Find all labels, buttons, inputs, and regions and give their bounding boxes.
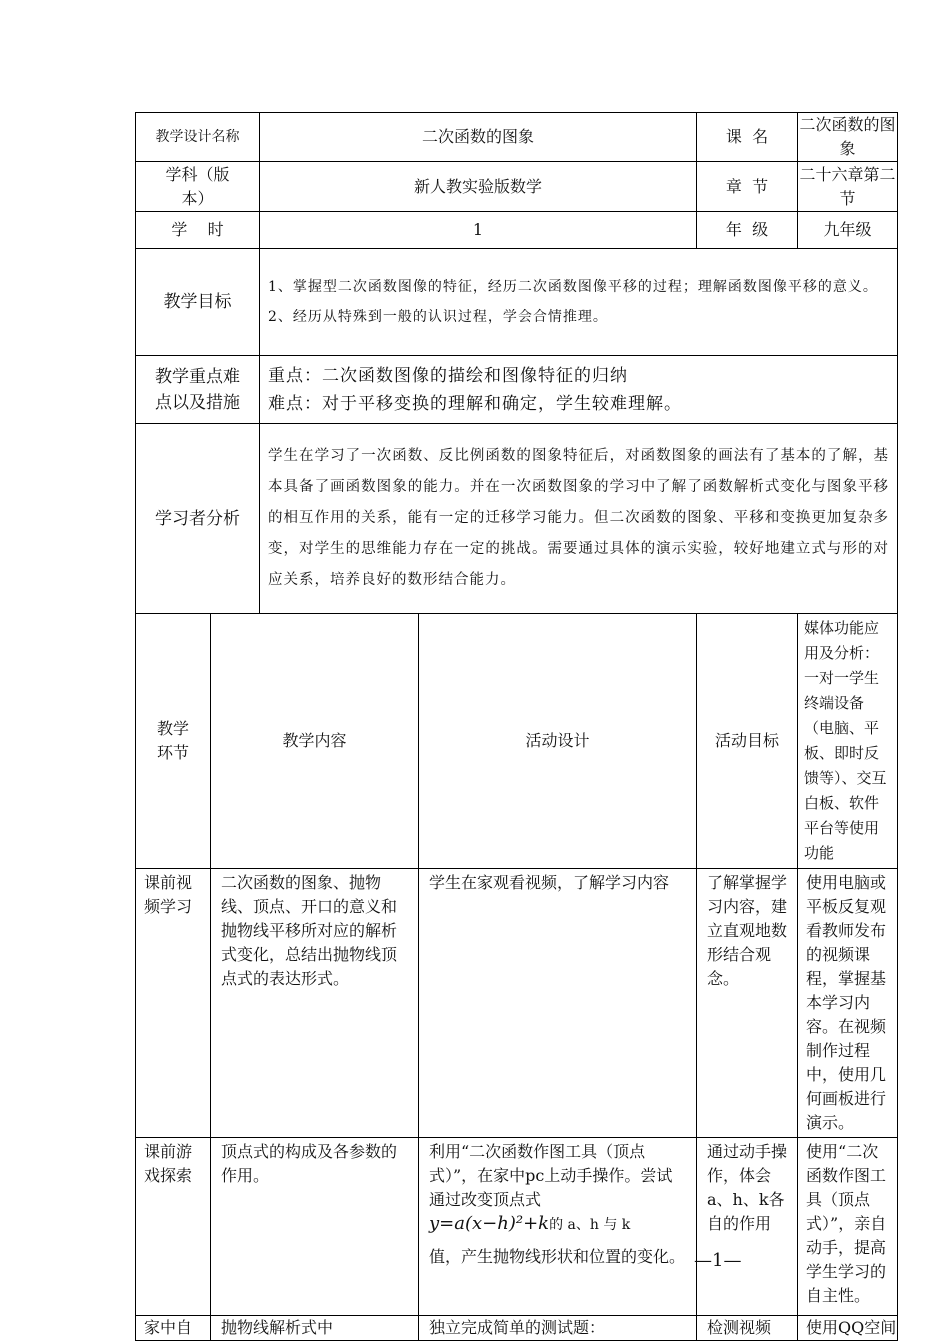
grade-label-text: 年 级: [725, 220, 769, 239]
objective-2: 2、经历从特殊到一般的认识过程，学会合情推理。: [268, 309, 608, 325]
hours-label: [136, 212, 260, 249]
row2-content: 顶点式的构成及各参数的作用。: [211, 1138, 419, 1316]
row1-content: 二次函数的图象、抛物线、顶点、开口的意义和抛物线平移所对应的解析式变化，总结出抛物线顶点式的表达形式。: [211, 869, 419, 1138]
chapter-label: [697, 162, 798, 212]
objective-1: 1、掌握型二次函数图像的特征，经历二次函数图像平移的过程；理解函数图像平移的意义。: [268, 279, 878, 295]
row3-stage: 家中自: [136, 1316, 211, 1341]
subject-label: 学科（版本）: [136, 162, 260, 212]
row2-media: 使用“二次函数作图工具（顶点式）”，亲自动手，提高学生学习的自主性。: [798, 1138, 898, 1316]
row2-design-before: 利用“二次函数作图工具（顶点式）”，在家中pc上动手操作。尝试通过改变顶点式: [429, 1142, 673, 1209]
chapter-label-text: 章 节: [725, 176, 769, 196]
header-goal: 活动目标: [697, 614, 798, 869]
difficulty-text: 难点：对于平移变换的理解和确定，学生较难理解。: [268, 393, 682, 414]
lesson-plan-table: [135, 112, 898, 1341]
header-design: 活动设计: [419, 614, 697, 869]
row3-design: 独立完成简单的测试题：: [419, 1316, 697, 1341]
learner-analysis-label: 学习者分析: [136, 424, 260, 614]
design-name-value: 二次函数的图象: [260, 113, 697, 162]
row3-content: 抛物线解析式中: [211, 1316, 419, 1341]
focus-text: 重点：二次函数图像的描绘和图像特征的归纳: [268, 365, 628, 386]
row1-goal: 了解掌握学习内容，建立直观地数形结合观念。: [697, 869, 798, 1138]
objectives-content: [260, 249, 898, 356]
row2-design: [419, 1138, 697, 1316]
row3-goal: 检测视频: [697, 1316, 798, 1341]
row2-goal: 通过动手操作，体会a、h、k各自的作用: [697, 1138, 798, 1316]
header-media: 媒体功能应用及分析：一对一学生终端设备（电脑、平板、即时反馈等）、交互白板、软件平台等使用功能: [798, 614, 898, 869]
row3-media: 使用QQ空间: [798, 1316, 898, 1341]
subject-value: 新人教实验版数学: [260, 162, 697, 212]
row1-stage: 课前视频学习: [136, 869, 211, 1138]
design-name-label: 教学设计名称: [136, 113, 260, 162]
row2-design-after: 值，产生抛物线形状和位置的变化。: [429, 1247, 686, 1266]
key-points-content: [260, 356, 898, 424]
hours-value: 1: [260, 212, 697, 249]
course-value: 二次函数的图象: [798, 113, 898, 162]
course-label-text: 课 名: [725, 127, 769, 146]
grade-label: [697, 212, 798, 249]
learner-analysis-text: 学生在学习了一次函数、反比例函数的图象特征后，对函数图象的画法有了基本的了解，基本具备了画函数图象的能力。并在一次函数图象的学习中了解了函数解析式变化与图象平移的相互作用的关系，能有一定的迁移学习能力。但二次函数的图象、平移和变换更加复杂多变，对学生的思维能力存在一定的挑战。需要通过具体的演示实验，较好地建立式与形的对应关系，培养良好的数形结合能力。: [260, 424, 898, 614]
hours-label-text: 学 时: [171, 220, 224, 239]
grade-value: 九年级: [798, 212, 898, 249]
course-label: [697, 113, 798, 162]
header-content: 教学内容: [211, 614, 419, 869]
objectives-label: 教学目标: [136, 249, 260, 356]
vertex-formula: y=a(x−h)²+k: [429, 1213, 550, 1234]
row2-design-mid: 的 a、h 与 k: [549, 1217, 631, 1233]
row1-design: 学生在家观看视频，了解学习内容: [419, 869, 697, 1138]
header-stage: 教学环节: [136, 614, 211, 869]
row2-stage: 课前游戏探索: [136, 1138, 211, 1316]
key-points-label: 教学重点难点以及措施: [136, 356, 260, 424]
row1-media: 使用电脑或平板反复观看教师发布的视频课程，掌握基本学习内容。在视频制作过程中，使用几何画板进行演示。: [798, 869, 898, 1138]
page-number: —1—: [694, 1250, 742, 1271]
chapter-value: 二十六章第二节: [798, 162, 898, 212]
